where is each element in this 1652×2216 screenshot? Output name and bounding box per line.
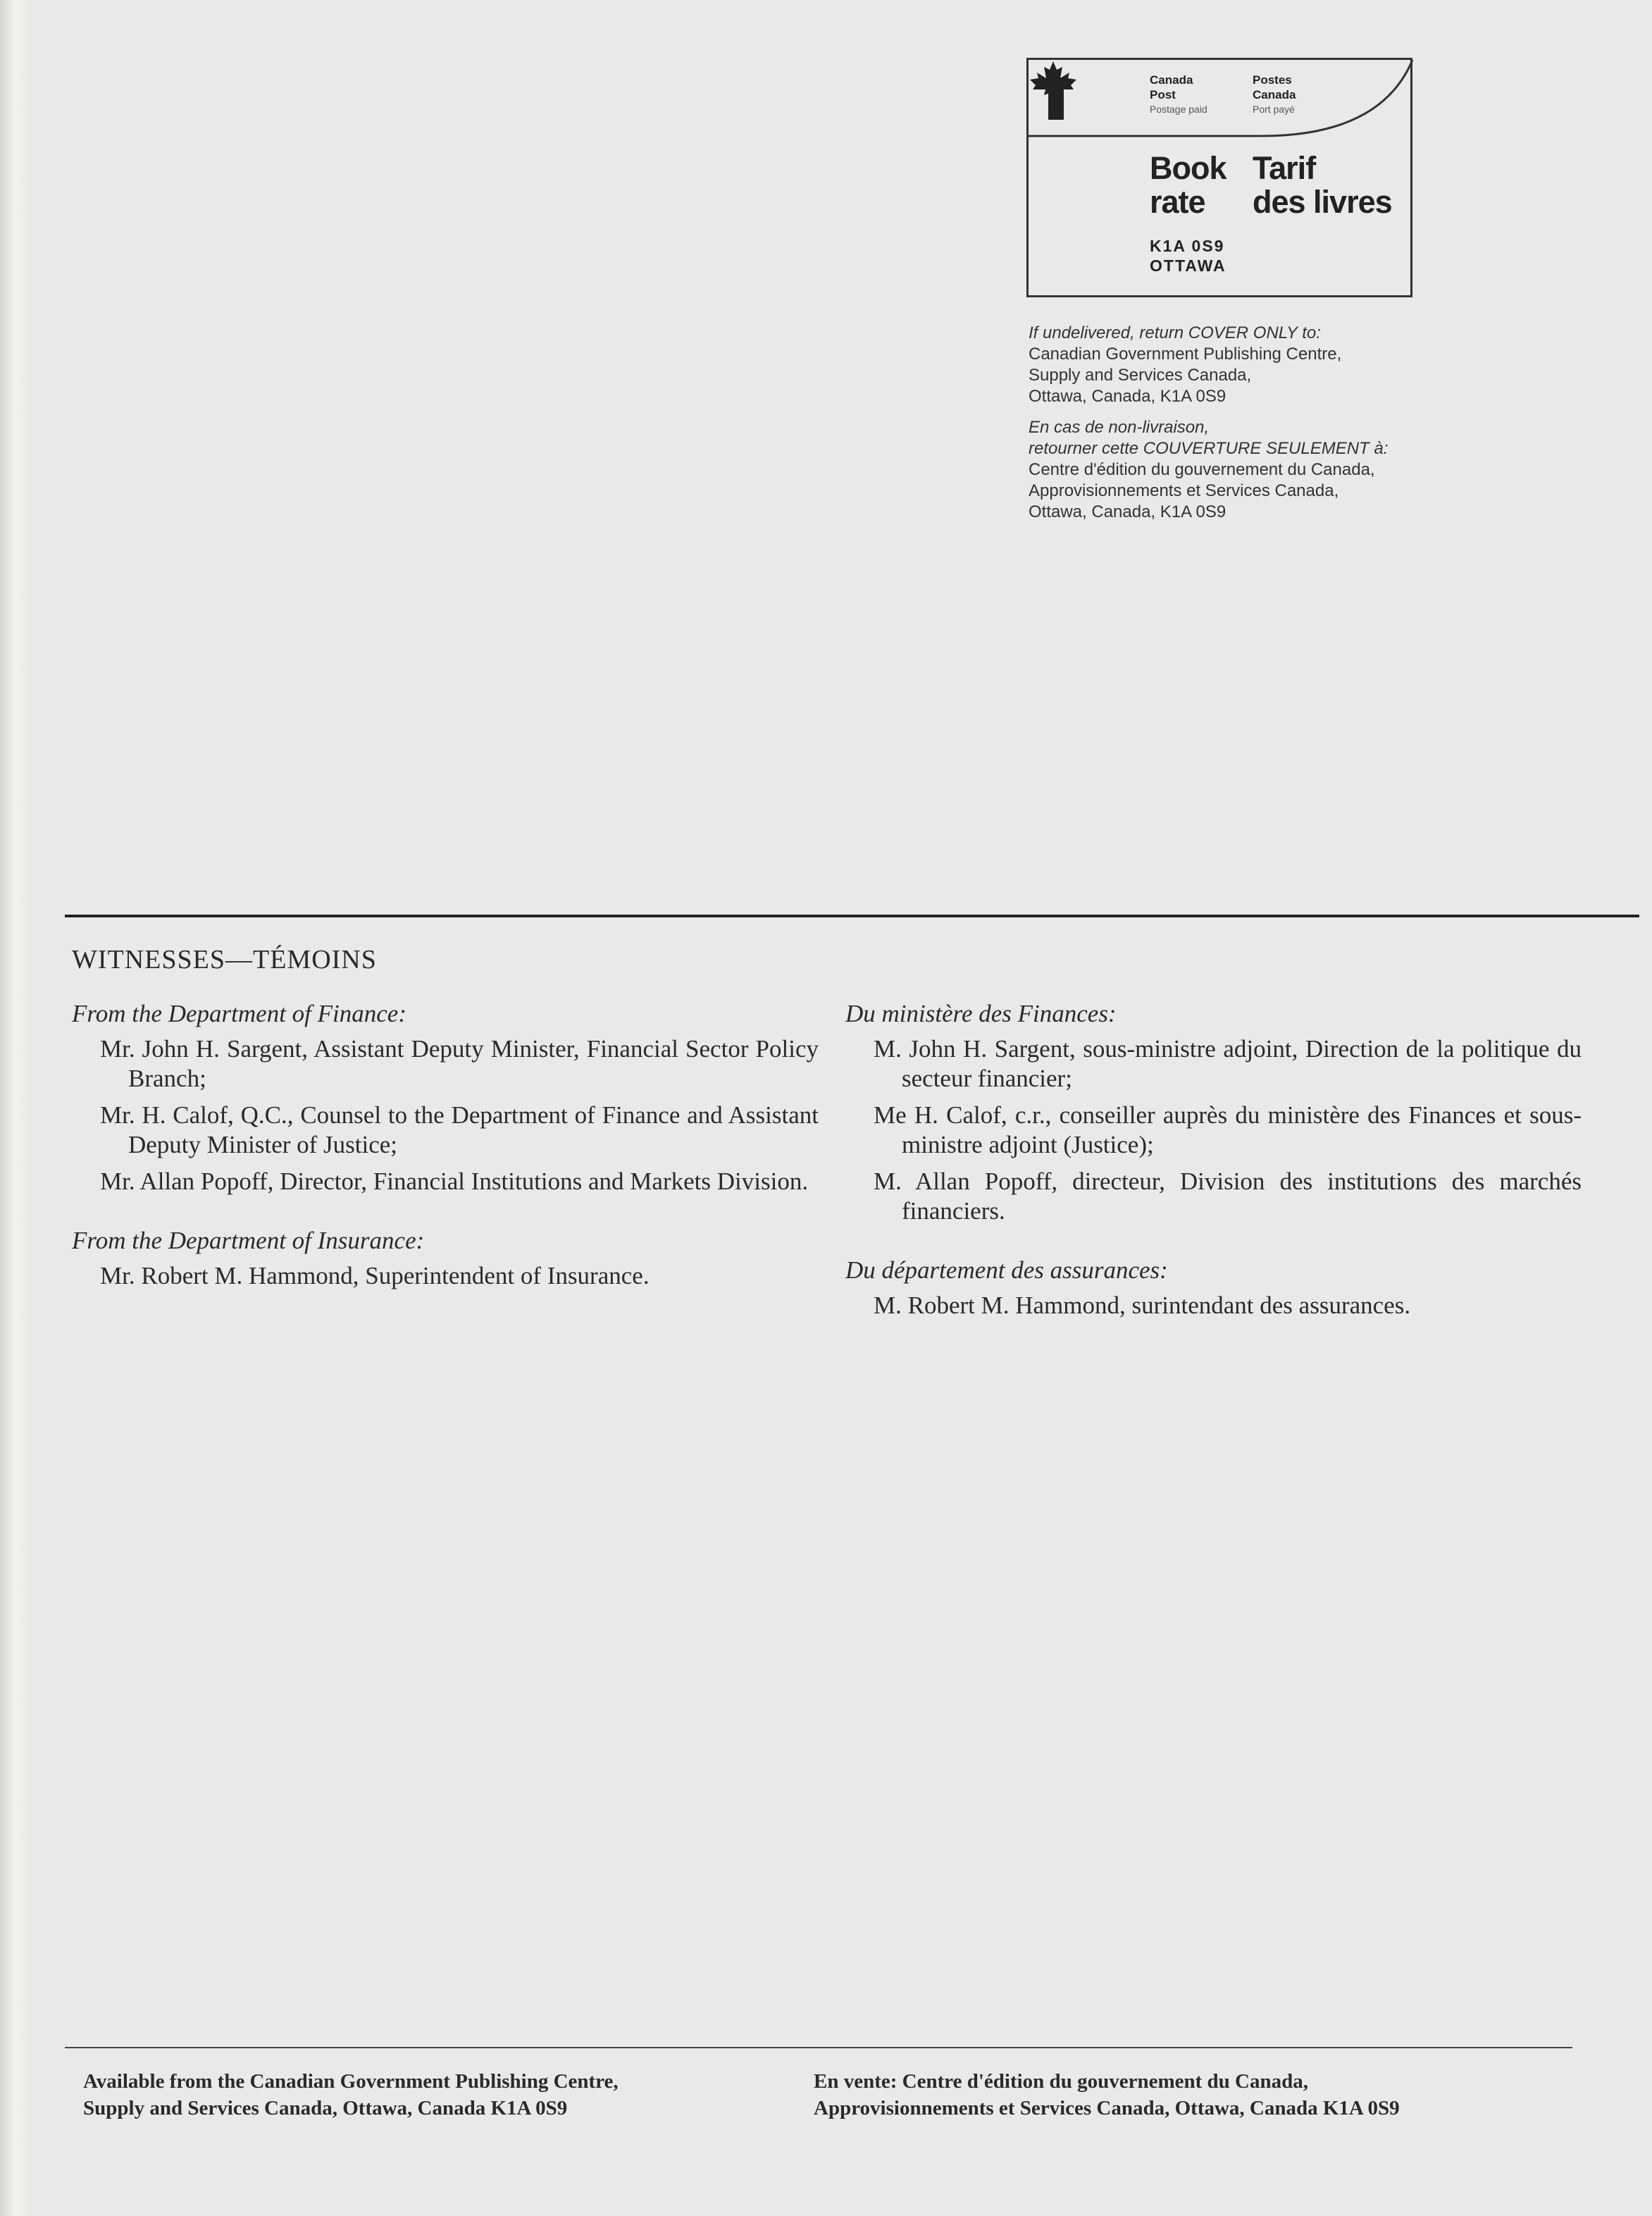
witness-entry: Mr. H. Calof, Q.C., Counsel to the Department of Finance and Assistant Deputy Minister of Justice; — [100, 1101, 819, 1158]
indicia-address — [1150, 236, 1226, 276]
department-heading: Du département des assurances: — [845, 1256, 1168, 1284]
footer-availability-en — [83, 2068, 619, 2122]
page-edge — [0, 0, 28, 2216]
return-line: Ottawa, Canada, K1A 0S9 — [1029, 502, 1226, 521]
witnesses-french — [845, 999, 1582, 1327]
return-line: Canadian Government Publishing Centre, — [1029, 345, 1342, 364]
city: OTTAWA — [1150, 256, 1226, 275]
indicia-line: Canada — [1150, 73, 1193, 87]
witness-entry: Mr. Robert M. Hammond, Superintendent of Insurance. — [100, 1262, 650, 1289]
return-line: Approvisionnements et Services Canada, — [1029, 481, 1339, 500]
indicia-line: Port payé — [1253, 104, 1295, 115]
return-line: En cas de non-livraison, — [1029, 418, 1210, 437]
witness-entry: Mr. Allan Popoff, Director, Financial Institutions and Markets Division. — [100, 1168, 809, 1195]
indicia-line: Post — [1150, 88, 1176, 101]
book-rate-en — [1150, 151, 1226, 219]
indicia-line: Canada — [1253, 88, 1296, 101]
indicia-canada-post — [1150, 73, 1207, 117]
department-heading: From the Department of Finance: — [72, 1000, 406, 1027]
rate-line: rate — [1150, 184, 1205, 220]
section-divider — [65, 915, 1639, 917]
indicia-curve — [1029, 60, 1415, 137]
rate-line: Tarif — [1253, 150, 1316, 186]
return-line: Centre d'édition du gouvernement du Canada, — [1029, 460, 1375, 479]
witness-entry: M. Allan Popoff, directeur, Division des institutions des marchés financiers. — [874, 1168, 1582, 1225]
rate-line: Book — [1150, 150, 1226, 186]
witness-entry: Me H. Calof, c.r., conseiller auprès du ministère des Finances et sous-ministre adjoint (Justice); — [874, 1101, 1582, 1158]
indicia-line: Postage paid — [1150, 104, 1207, 115]
witness-entry: M. Robert M. Hammond, surintendant des assurances. — [874, 1292, 1411, 1319]
footer-line: En vente: Centre d'édition du gouvernement du Canada, — [814, 2070, 1308, 2093]
indicia-postes-canada — [1253, 73, 1296, 117]
return-line: If undelivered, return COVER ONLY to: — [1029, 323, 1321, 342]
footer-line: Available from the Canadian Government Publishing Centre, — [83, 2070, 619, 2093]
return-line: retourner cette COUVERTURE SEULEMENT à: — [1029, 439, 1389, 458]
postage-indicia — [1026, 58, 1412, 297]
book-rate-fr — [1253, 151, 1392, 219]
witness-entry: M. John H. Sargent, sous-ministre adjoint, Direction de la politique du secteur financier; — [874, 1035, 1582, 1092]
return-line: Ottawa, Canada, K1A 0S9 — [1029, 387, 1226, 406]
footer-line: Supply and Services Canada, Ottawa, Canada K1A 0S9 — [83, 2097, 568, 2119]
witnesses-english — [72, 999, 819, 1298]
footer-line: Approvisionnements et Services Canada, Ottawa, Canada K1A 0S9 — [814, 2097, 1400, 2119]
maple-leaf-icon — [1029, 60, 1078, 104]
witness-entry: Mr. John H. Sargent, Assistant Deputy Minister, Financial Sector Policy Branch; — [100, 1035, 819, 1092]
return-notice — [1029, 323, 1522, 523]
rate-line: des livres — [1253, 184, 1392, 220]
footer-divider — [65, 2047, 1572, 2048]
postal-code: K1A 0S9 — [1150, 237, 1225, 255]
indicia-header — [1029, 60, 1410, 137]
indicia-line: Postes — [1253, 73, 1292, 87]
witnesses-title: WITNESSES—TÉMOINS — [72, 945, 377, 974]
department-heading: From the Department of Insurance: — [72, 1227, 425, 1254]
footer-availability-fr — [814, 2068, 1400, 2122]
department-heading: Du ministère des Finances: — [845, 1000, 1117, 1027]
return-line: Supply and Services Canada, — [1029, 366, 1252, 385]
